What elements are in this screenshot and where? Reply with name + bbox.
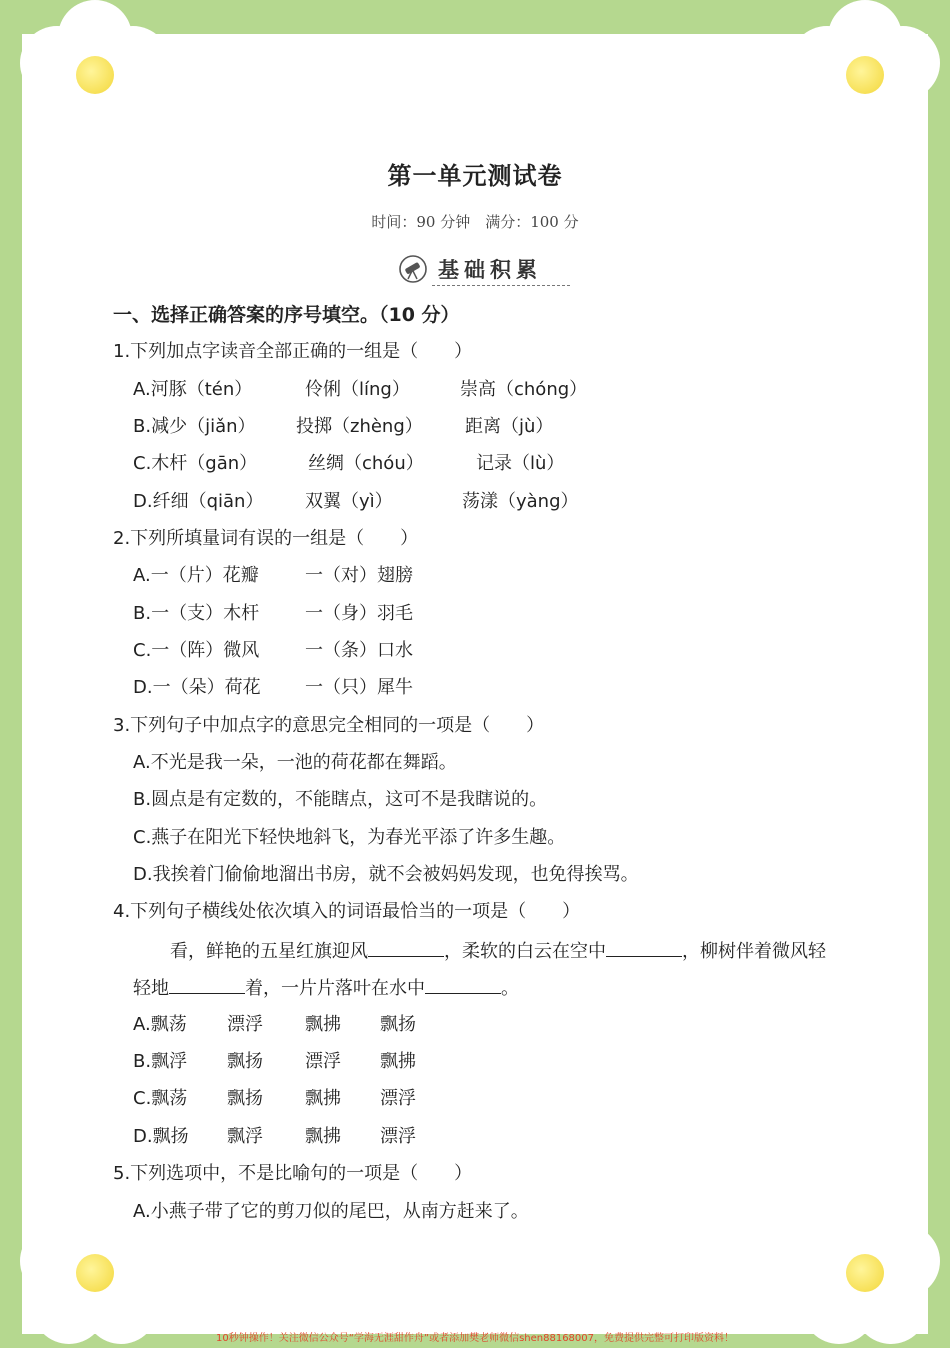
q1-option-c3: 记录（lù）: [476, 453, 565, 474]
q2-option-b1: B.一（支）木杆: [133, 603, 260, 624]
q1-option-c2: 丝绸（chóu）: [308, 453, 424, 474]
section-heading: [398, 252, 573, 288]
q4-option-d2: 飘浮: [227, 1126, 263, 1147]
q4-option-b4: 飘拂: [380, 1051, 416, 1072]
q4-blank-3: [169, 975, 245, 994]
flower-decoration-bottom-right: [790, 1198, 940, 1348]
flower-decoration-top-right: [790, 0, 940, 150]
q4-option-b1: B.飘浮: [133, 1051, 188, 1072]
q2-option-b2: 一（身）羽毛: [305, 603, 413, 624]
q1-option-b3: 距离（jù）: [465, 416, 554, 437]
q2-option-c2: 一（条）口水: [305, 640, 413, 661]
section-underline: [432, 285, 570, 286]
q4-option-a3: 飘拂: [305, 1014, 341, 1035]
part1-heading: 一、选择正确答案的序号填空。（10 分）: [113, 304, 460, 326]
q4-blank-2: [606, 938, 682, 957]
q2-stem: 2.下列所填量词有误的一组是（ ）: [113, 528, 419, 549]
q4-option-a4: 飘扬: [380, 1014, 416, 1035]
q4-option-c4: 漂浮: [380, 1088, 416, 1109]
q4-option-a2: 漂浮: [227, 1014, 263, 1035]
q2-option-d1: D.一（朵）荷花: [133, 677, 261, 698]
q3-stem: 3.下列句子中加点字的意思完全相同的一项是（ ）: [113, 715, 545, 736]
q5-stem: 5.下列选项中，不是比喻句的一项是（ ）: [113, 1163, 473, 1184]
q4-passage-line2: [133, 975, 519, 1001]
q4-option-a1: A.飘荡: [133, 1014, 187, 1035]
q4-passage-line1: [170, 938, 826, 964]
q1-option-a2: 伶俐（líng）: [305, 379, 410, 400]
q4-stem: 4.下列句子横线处依次填入的词语最恰当的一项是（ ）: [113, 901, 581, 922]
q2-option-d2: 一（只）犀牛: [305, 677, 413, 698]
footer-promo-text: 10秒钟操作！关注微信公众号“学海无涯甜作舟”或者添加樊老师微信shen88168007，免费提供完整可打印版资料！: [215, 1333, 735, 1344]
q1-option-c1: C.木杆（gān）: [133, 453, 258, 474]
q4-option-c3: 飘拂: [305, 1088, 341, 1109]
q1-option-a3: 崇高（chóng）: [460, 379, 588, 400]
section-title: 基础积累: [438, 258, 542, 282]
q4-option-d4: 漂浮: [380, 1126, 416, 1147]
q4-passage-part1: 看，鲜艳的五星红旗迎风: [170, 941, 368, 962]
page-title: 第一单元测试卷: [387, 162, 563, 190]
q1-option-d3: 荡漾（yàng）: [462, 491, 579, 512]
q4-option-d1: D.飘扬: [133, 1126, 189, 1147]
q1-option-a1: A.河豚（tén）: [133, 379, 253, 400]
q5-option-a: A.小燕子带了它的剪刀似的尾巴，从南方赶来了。: [133, 1201, 529, 1222]
q4-option-c1: C.飘荡: [133, 1088, 188, 1109]
q4-option-b3: 漂浮: [305, 1051, 341, 1072]
q4-blank-1: [368, 938, 444, 957]
q4-option-b2: 飘扬: [227, 1051, 263, 1072]
q4-passage-part4: 轻地: [133, 978, 169, 999]
q3-option-b: B.圆点是有定数的，不能瞎点，这可不是我瞎说的。: [133, 789, 548, 810]
flower-decoration-top-left: [20, 0, 170, 150]
telescope-icon: [398, 254, 428, 284]
q2-option-c1: C.一（阵）微风: [133, 640, 260, 661]
q1-option-d1: D.纤细（qiān）: [133, 491, 264, 512]
q2-option-a1: A.一（片）花瓣: [133, 565, 259, 586]
q4-passage-part5: 着，一片片落叶在水中: [245, 978, 425, 999]
time-score-info: 时间：90 分钟 满分：100 分: [371, 213, 579, 231]
q1-option-b1: B.减少（jiǎn）: [133, 416, 256, 437]
q4-passage-part3: ，柳树伴着微风轻: [682, 941, 826, 962]
q4-passage-part2: ，柔软的白云在空中: [444, 941, 606, 962]
q4-blank-4: [425, 975, 501, 994]
q4-passage-part6: 。: [501, 978, 519, 999]
q2-option-a2: 一（对）翅膀: [305, 565, 413, 586]
q1-option-d2: 双翼（yì）: [305, 491, 393, 512]
q4-option-d3: 飘拂: [305, 1126, 341, 1147]
q4-option-c2: 飘扬: [227, 1088, 263, 1109]
q1-stem: 1.下列加点字读音全部正确的一组是（ ）: [113, 341, 473, 362]
q3-option-d: D.我挨着门偷偷地溜出书房，就不会被妈妈发现，也免得挨骂。: [133, 864, 639, 885]
q1-option-b2: 投掷（zhèng）: [296, 416, 423, 437]
q3-option-a: A.不光是我一朵，一池的荷花都在舞蹈。: [133, 752, 457, 773]
q3-option-c: C.燕子在阳光下轻快地斜飞，为春光平添了许多生趣。: [133, 827, 566, 848]
